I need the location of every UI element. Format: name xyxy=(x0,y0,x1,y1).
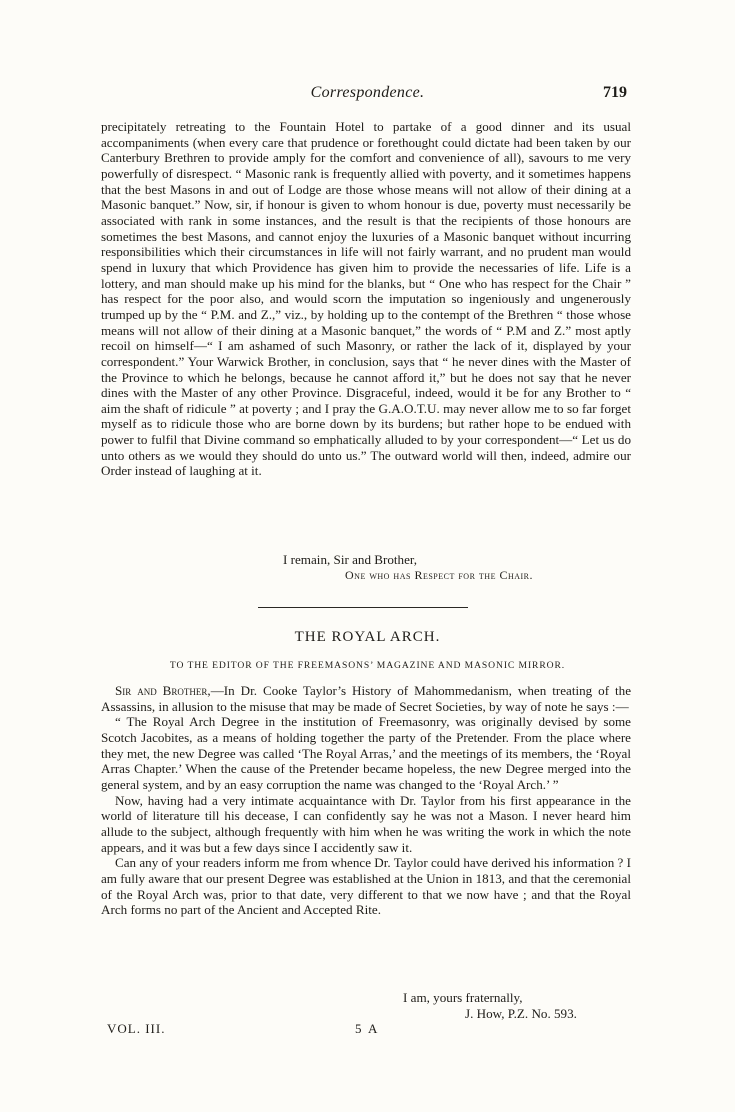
article-subtitle: TO THE EDITOR OF THE FREEMASONS’ MAGAZINE AND MASONIC MIRROR. xyxy=(169,660,566,671)
page-footer xyxy=(0,1021,735,1041)
opening-text: —In Dr. Cooke Taylor’s History of Mahommedanism, when treating of the Assassins, in allusion to the misuse that may be made of Secret Societies, by way of note he says :— xyxy=(101,683,632,714)
salutation: Sir and Brother, xyxy=(115,683,211,698)
article-title: THE ROYAL ARCH. xyxy=(294,629,441,645)
running-title: Correspondence. xyxy=(310,84,425,101)
letter-signature: One who has Respect for the Chair. xyxy=(345,567,534,582)
article-paragraph: Now, having had a very intimate acquaintance with Dr. Taylor from his first appearance in the world of literature till his decease, I can confidently say he was not a Mason. I never heard him allude to the subject, although frequently with him when he was writing the work in which the note appears, and it was but a few days since I accidently saw it. xyxy=(101,792,631,855)
running-head xyxy=(0,84,735,104)
volume-label: VOL. III. xyxy=(107,1021,166,1036)
article-paragraph-quote: “ The Royal Arch Degree in the institution of Freemasonry, was originally devised by some Scotch Jacobites, as a means of holding together the party of the Pretender. From the place where they met, the new Degree was called ‘The Royal Arras,’ and the meetings of its members, the ‘Royal Arras Chapter.’ When the cause of the Pretender became hopeless, the new Degree merged into the general system, and by an easy corruption the name was changed to the ‘Royal Arch.’ ” xyxy=(101,714,631,792)
article-paragraph-opening xyxy=(101,683,631,714)
letter-paragraph: precipitately retreating to the Fountain Hotel to partake of a good dinner and its usual accompaniments (when every care that prudence or forethought could dictate had been taken by our Canterbury Brethren to provide amply for the comfort and convenience of all), savours to me very powerfully of disrespect. “ Masonic rank is frequently allied with poverty, and it sometimes happens that the best Masons in and out of Lodge are those whose means will not allow of their dining at a Masonic banquet.” Now, sir, if honour is given to whom honour is due, poverty must necessarily be associated with rank in some instances, and the result is that the recipients of those honours are sometimes the best Masons, and cannot enjoy the luxuries of a Masonic banquet without incurring responsibilities which their circumstances in life will not fairly warrant, and no prudent man would spend in luxury that which Providence has given him to provide the necessaries of life. Life is a lottery, and man should make up his mind for the blanks, but “ One who has respect for the Chair ” has respect for the poor also, and would scorn the imputation so ingeniously and ungenerously trumped up by the “ P.M. and Z.,” viz., by holding up to the contempt of the Brethren “ those whose means will not allow of their dining at a Masonic banquet,” the words of “ P.M and Z.” most aptly recoil on himself—“ I am ashamed of such Masonry, or rather the lack of it, displayed by your correspondent.” Your Warwick Brother, in conclusion, says that “ he never dines with the Master of the Province to which he belongs, because he cannot afford it,” but he does not say that he never dines with the Master of any other Province. Disgraceful, indeed, would it be for any Brother to “ aim the shaft of ridicule ” at poverty ; and I pray the G.A.O.T.U. may never allow me to so far forget myself as to ridicule those who are borne down by its burdens; but rather hope to be endued with power to fulfil that Divine command so emphatically alluded to by your correspondent—“ Let us do unto others as we would they should do unto us.” The outward world will then, indeed, admire our Order instead of laughing at it. xyxy=(101,119,631,479)
letter-closing: I remain, Sir and Brother, xyxy=(283,552,418,567)
signature-mark: 5 A xyxy=(355,1021,380,1036)
article-body xyxy=(101,683,631,918)
section-divider xyxy=(258,607,468,608)
article-closing: I am, yours fraternally, xyxy=(403,990,523,1005)
page-number: 719 xyxy=(603,84,627,101)
letter-signoff xyxy=(101,552,631,584)
article-signature: J. How, P.Z. No. 593. xyxy=(465,1005,577,1021)
article-paragraph: Can any of your readers inform me from whence Dr. Taylor could have derived his information ? I am fully aware that our present Degree was established at the Union in 1813, and that the ceremonial of the Royal Arch was, prior to that date, very different to that we now have ; and that the Royal Arch forms no part of the Ancient and Accepted Rite. xyxy=(101,855,631,918)
letter-continuation xyxy=(101,119,631,479)
article-signoff xyxy=(101,990,631,1022)
